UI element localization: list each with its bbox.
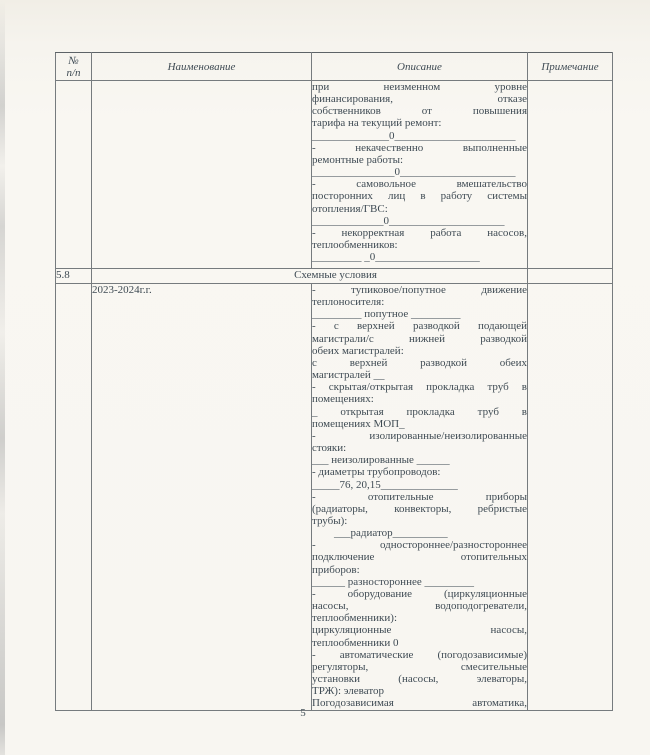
table-row bbox=[56, 81, 613, 269]
description-line: регуляторы, смесительные bbox=[312, 660, 527, 673]
row-name-cell: 2023-2024г.г. bbox=[92, 284, 312, 711]
header-num-line2: п/п bbox=[66, 66, 81, 79]
row-num-cell bbox=[56, 284, 92, 711]
description-line: - некорректная работа насосов, bbox=[312, 226, 527, 239]
description-line: установки (насосы, элеваторы, bbox=[312, 673, 527, 685]
description-line: циркуляционные насосы, bbox=[312, 624, 527, 637]
header-description: Описание bbox=[312, 53, 528, 81]
description-line: ______________0______________________ bbox=[312, 129, 516, 142]
row-num-cell bbox=[56, 81, 92, 269]
description-line: помещениях МОП_ bbox=[312, 417, 405, 430]
header-note: Примечание bbox=[528, 53, 613, 81]
description-line: ______ разностороннее _________ bbox=[312, 575, 474, 588]
section-note-cell bbox=[528, 269, 613, 284]
description-line: теплоносителя: bbox=[312, 296, 385, 309]
description-line: _____________0_____________________ bbox=[312, 214, 505, 227]
description-line: собственников от повышения bbox=[312, 105, 527, 118]
description-line: посторонних лиц в работу системы bbox=[312, 190, 527, 203]
description-line: - диаметры трубопроводов: bbox=[312, 466, 441, 479]
row-description-cell bbox=[312, 284, 528, 711]
description-line: трубы): bbox=[312, 514, 348, 527]
table-header-row bbox=[56, 53, 613, 81]
description-line: теплообменники): bbox=[312, 612, 398, 625]
description-line: - одностороннее/разностороннее bbox=[312, 539, 527, 552]
description-line: обеих магистралей: bbox=[312, 344, 404, 357]
table-row-section bbox=[56, 269, 613, 284]
header-num-line1: № bbox=[68, 54, 79, 67]
description-line: - оборудование (циркуляционные bbox=[312, 587, 527, 600]
description-line: приборов: bbox=[312, 563, 360, 576]
header-name: Наименование bbox=[92, 53, 312, 81]
header-num bbox=[56, 53, 92, 81]
description-line: _____76, 20,15______________ bbox=[312, 478, 458, 491]
section-num-cell: 5.8 bbox=[56, 269, 92, 284]
description-line: стояки: bbox=[312, 442, 347, 455]
description-line: помещениях: bbox=[312, 393, 374, 406]
description-line: - автоматические (погодозависимые) bbox=[312, 648, 527, 661]
row-description-cell bbox=[312, 81, 528, 269]
description-line: - отопительные приборы bbox=[312, 490, 527, 503]
description-line: _________ попутное _________ bbox=[312, 308, 461, 321]
description-line: подключение отопительных bbox=[312, 551, 527, 564]
description-line: (радиаторы, конвекторы, ребристые bbox=[312, 502, 527, 515]
description-line: теплообменники 0 bbox=[312, 636, 399, 649]
description-line: - изолированные/неизолированные bbox=[312, 429, 527, 442]
description-line: теплообменников: bbox=[312, 239, 398, 252]
description-line: ТРЖ): элеватор bbox=[312, 685, 384, 698]
description-line: насосы, водоподогреватели, bbox=[312, 600, 527, 613]
page-number: 5 bbox=[300, 707, 306, 719]
description-line: Погодозависимая автоматика, bbox=[312, 697, 527, 710]
row-note-cell bbox=[528, 284, 613, 711]
description-line: - скрытая/открытая прокладка труб в bbox=[312, 381, 527, 394]
description-line: с верхней разводкой обеих bbox=[312, 356, 527, 369]
description-line: - некачественно выполненные bbox=[312, 141, 527, 154]
description-line: ___радиатор__________ bbox=[312, 527, 448, 540]
description-line: магистрали/с нижней разводкой bbox=[312, 332, 527, 345]
description-line: отопления/ГВС: bbox=[312, 202, 388, 215]
description-line: _______________0_____________________ bbox=[312, 166, 516, 179]
description-line: _________ _0___________________ bbox=[312, 251, 480, 264]
parameters-table bbox=[55, 52, 613, 711]
row-name-cell bbox=[92, 81, 312, 269]
row-note-cell bbox=[528, 81, 613, 269]
description-line: ___ неизолированные ______ bbox=[312, 454, 450, 467]
description-line: _ открытая прокладка труб в bbox=[312, 405, 527, 418]
description-line: магистралей __ bbox=[312, 369, 385, 382]
description-line: - тупиковое/попутное движение bbox=[312, 284, 527, 296]
section-title-cell: Схемные условия bbox=[92, 269, 528, 284]
description-line: финансирования, отказе bbox=[312, 93, 527, 106]
scan-edge-artifact bbox=[0, 0, 5, 755]
table-row bbox=[56, 284, 613, 711]
description-line: - самовольное вмешательство bbox=[312, 178, 527, 191]
description-line: ремонтные работы: bbox=[312, 153, 404, 166]
description-line: - с верхней разводкой подающей bbox=[312, 320, 527, 333]
description-line: тарифа на текущий ремонт: bbox=[312, 117, 442, 130]
description-line: при неизменном уровне bbox=[312, 81, 527, 93]
